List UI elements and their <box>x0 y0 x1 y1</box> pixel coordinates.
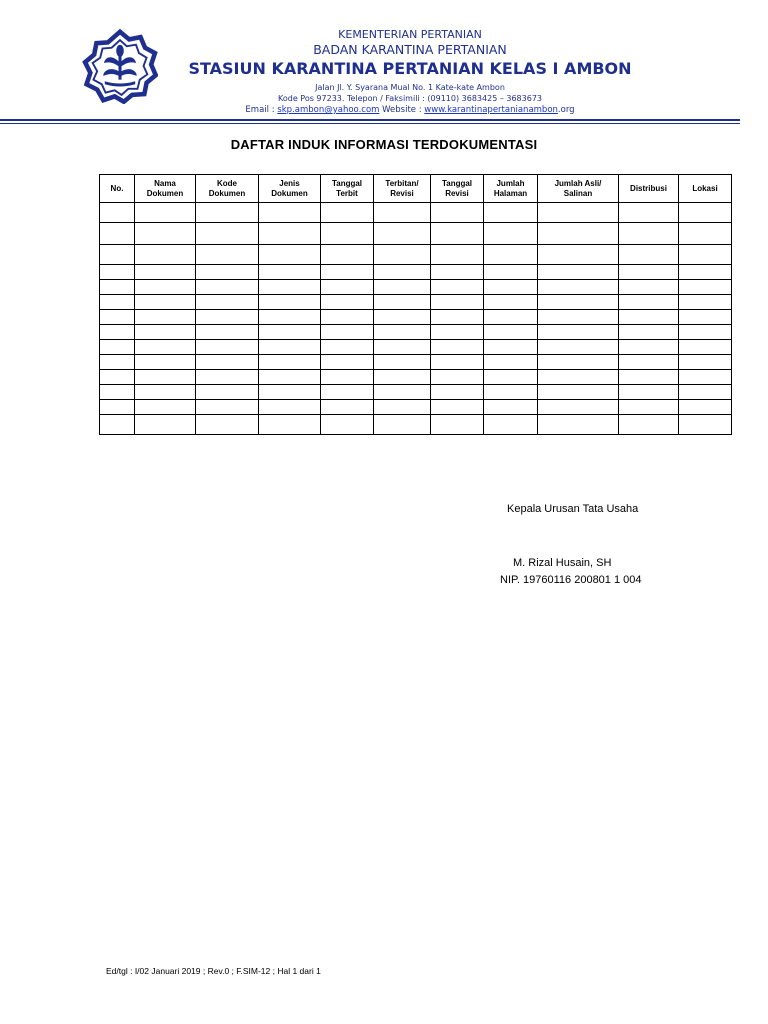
table-cell[interactable] <box>196 310 259 325</box>
table-cell[interactable] <box>374 223 431 245</box>
table-row <box>100 400 732 415</box>
table-cell[interactable] <box>100 223 135 245</box>
table-cell[interactable] <box>619 340 679 355</box>
table-cell[interactable] <box>321 415 374 435</box>
signatory-nip: NIP. 19760116 200801 1 004 <box>500 574 642 586</box>
header-lokasi: Lokasi <box>679 175 732 203</box>
table-cell[interactable] <box>484 355 538 370</box>
table-row <box>100 265 732 280</box>
table-cell[interactable] <box>538 355 619 370</box>
table-cell[interactable] <box>484 245 538 265</box>
table-cell[interactable] <box>259 203 321 223</box>
table-cell[interactable] <box>321 370 374 385</box>
table-cell[interactable] <box>135 400 196 415</box>
table-row <box>100 385 732 400</box>
signatory-name: M. Rizal Husain, SH <box>513 557 612 569</box>
table-cell[interactable] <box>259 245 321 265</box>
table-cell[interactable] <box>538 280 619 295</box>
table-cell[interactable] <box>619 370 679 385</box>
table-cell[interactable] <box>100 325 135 340</box>
table-cell[interactable] <box>135 385 196 400</box>
table-cell[interactable] <box>321 340 374 355</box>
table-cell[interactable] <box>619 223 679 245</box>
table-cell[interactable] <box>619 400 679 415</box>
table-cell[interactable] <box>196 385 259 400</box>
header-tanggal-terbit: Tanggal Terbit <box>321 175 374 203</box>
table-cell[interactable] <box>679 295 732 310</box>
table-cell[interactable] <box>619 203 679 223</box>
table-row <box>100 325 732 340</box>
table-cell[interactable] <box>321 310 374 325</box>
table-cell[interactable] <box>679 325 732 340</box>
table-cell[interactable] <box>321 203 374 223</box>
table-cell[interactable] <box>100 400 135 415</box>
table-cell[interactable] <box>135 340 196 355</box>
table-cell[interactable] <box>619 280 679 295</box>
ministry-name: KEMENTERIAN PERTANIAN <box>338 28 482 41</box>
table-cell[interactable] <box>374 370 431 385</box>
table-cell[interactable] <box>431 203 484 223</box>
table-cell[interactable] <box>259 295 321 310</box>
table-cell[interactable] <box>321 355 374 370</box>
header-distribusi: Distribusi <box>619 175 679 203</box>
header-divider-thin <box>0 123 740 124</box>
table-cell[interactable] <box>619 355 679 370</box>
table-row <box>100 203 732 223</box>
table-row <box>100 415 732 435</box>
table-cell[interactable] <box>679 340 732 355</box>
table-cell[interactable] <box>538 310 619 325</box>
table-cell[interactable] <box>100 415 135 435</box>
table-cell[interactable] <box>538 400 619 415</box>
table-cell[interactable] <box>259 385 321 400</box>
table-cell[interactable] <box>484 203 538 223</box>
table-cell[interactable] <box>196 295 259 310</box>
table-cell[interactable] <box>431 355 484 370</box>
table-cell[interactable] <box>374 280 431 295</box>
table-cell[interactable] <box>431 310 484 325</box>
table-cell[interactable] <box>538 295 619 310</box>
table-cell[interactable] <box>100 265 135 280</box>
table-cell[interactable] <box>374 310 431 325</box>
table-cell[interactable] <box>321 400 374 415</box>
table-cell[interactable] <box>679 280 732 295</box>
table-cell[interactable] <box>484 385 538 400</box>
table-cell[interactable] <box>196 325 259 340</box>
table-cell[interactable] <box>484 400 538 415</box>
table-cell[interactable] <box>484 295 538 310</box>
table-cell[interactable] <box>321 385 374 400</box>
table-cell[interactable] <box>135 310 196 325</box>
table-cell[interactable] <box>196 203 259 223</box>
table-cell[interactable] <box>431 280 484 295</box>
table-cell[interactable] <box>100 310 135 325</box>
ministry-logo-icon <box>82 28 158 104</box>
table-row <box>100 340 732 355</box>
header-kode-dokumen: Kode Dokumen <box>196 175 259 203</box>
table-cell[interactable] <box>679 400 732 415</box>
table-cell[interactable] <box>259 400 321 415</box>
agency-name: BADAN KARANTINA PERTANIAN <box>313 42 507 57</box>
table-cell[interactable] <box>100 245 135 265</box>
table-cell[interactable] <box>619 265 679 280</box>
table-cell[interactable] <box>135 415 196 435</box>
table-cell[interactable] <box>259 265 321 280</box>
table-cell[interactable] <box>538 340 619 355</box>
table-cell[interactable] <box>100 280 135 295</box>
table-cell[interactable] <box>196 340 259 355</box>
table-cell[interactable] <box>100 340 135 355</box>
table-cell[interactable] <box>374 295 431 310</box>
table-cell[interactable] <box>679 223 732 245</box>
table-cell[interactable] <box>100 203 135 223</box>
table-cell[interactable] <box>431 245 484 265</box>
table-cell[interactable] <box>484 280 538 295</box>
table-cell[interactable] <box>135 355 196 370</box>
table-cell[interactable] <box>374 265 431 280</box>
table-cell[interactable] <box>431 340 484 355</box>
table-cell[interactable] <box>321 295 374 310</box>
table-cell[interactable] <box>374 415 431 435</box>
table-row <box>100 355 732 370</box>
table-cell[interactable] <box>679 385 732 400</box>
table-cell[interactable] <box>321 223 374 245</box>
table-cell[interactable] <box>484 310 538 325</box>
table-cell[interactable] <box>374 355 431 370</box>
table-cell[interactable] <box>196 223 259 245</box>
document-title: DAFTAR INDUK INFORMASI TERDOKUMENTASI <box>230 137 538 152</box>
table-cell[interactable] <box>135 203 196 223</box>
station-name: STASIUN KARANTINA PERTANIAN KELAS I AMBON <box>188 59 632 78</box>
website-label: Website : <box>379 105 425 115</box>
table-cell[interactable] <box>484 370 538 385</box>
table-cell[interactable] <box>321 245 374 265</box>
email-label: Email : <box>245 105 278 115</box>
table-cell[interactable] <box>135 280 196 295</box>
table-cell[interactable] <box>321 265 374 280</box>
table-cell[interactable] <box>374 245 431 265</box>
table-cell[interactable] <box>135 245 196 265</box>
table-cell[interactable] <box>679 415 732 435</box>
table-cell[interactable] <box>484 265 538 280</box>
website-link[interactable]: www.karantinapertanianambon <box>424 105 558 115</box>
table-cell[interactable] <box>679 310 732 325</box>
table-cell[interactable] <box>619 310 679 325</box>
table-cell[interactable] <box>431 370 484 385</box>
postal-line: Kode Pos 97233. Telepon / Faksimili : (09110) 3683425 – 3683673 <box>278 94 542 103</box>
table-row <box>100 310 732 325</box>
table-cell[interactable] <box>619 415 679 435</box>
table-cell[interactable] <box>374 400 431 415</box>
document-register-table <box>99 174 732 435</box>
table-cell[interactable] <box>374 325 431 340</box>
table-cell[interactable] <box>538 385 619 400</box>
table-cell[interactable] <box>196 245 259 265</box>
table-cell[interactable] <box>538 415 619 435</box>
address-line: Jalan Jl. Y. Syarana Mual No. 1 Kate-kate Ambon <box>315 83 505 92</box>
table-cell[interactable] <box>259 340 321 355</box>
table-cell[interactable] <box>538 265 619 280</box>
table-cell[interactable] <box>321 325 374 340</box>
table-cell[interactable] <box>259 325 321 340</box>
table-cell[interactable] <box>679 203 732 223</box>
header-terbitan-revisi: Terbitan/ Revisi <box>374 175 431 203</box>
table-cell[interactable] <box>538 370 619 385</box>
table-cell[interactable] <box>679 265 732 280</box>
table-cell[interactable] <box>196 280 259 295</box>
table-cell[interactable] <box>431 385 484 400</box>
header-divider <box>0 119 740 121</box>
table-cell[interactable] <box>321 280 374 295</box>
table-cell[interactable] <box>196 370 259 385</box>
table-cell[interactable] <box>135 223 196 245</box>
table-cell[interactable] <box>679 245 732 265</box>
table-cell[interactable] <box>196 415 259 435</box>
header-jenis-dokumen: Jenis Dokumen <box>259 175 321 203</box>
table-cell[interactable] <box>619 385 679 400</box>
table-cell[interactable] <box>431 265 484 280</box>
table-cell[interactable] <box>100 355 135 370</box>
table-cell[interactable] <box>619 325 679 340</box>
table-row <box>100 245 732 265</box>
table-cell[interactable] <box>431 400 484 415</box>
document-footer: Ed/tgl : I/02 Januari 2019 ; Rev.0 ; F.SIM-12 ; Hal 1 dari 1 <box>106 966 321 976</box>
contact-line <box>160 104 660 116</box>
table-cell[interactable] <box>484 325 538 340</box>
table-cell[interactable] <box>374 203 431 223</box>
table-cell[interactable] <box>538 325 619 340</box>
table-cell[interactable] <box>100 385 135 400</box>
table-cell[interactable] <box>679 355 732 370</box>
table-cell[interactable] <box>538 245 619 265</box>
table-cell[interactable] <box>135 325 196 340</box>
table-cell[interactable] <box>619 295 679 310</box>
table-cell[interactable] <box>259 355 321 370</box>
table-cell[interactable] <box>484 340 538 355</box>
table-cell[interactable] <box>259 310 321 325</box>
table-cell[interactable] <box>374 340 431 355</box>
table-row <box>100 295 732 310</box>
website-suffix: .org <box>557 105 575 115</box>
table-cell[interactable] <box>538 203 619 223</box>
table-cell[interactable] <box>431 295 484 310</box>
header-no: No. <box>100 175 135 203</box>
table-cell[interactable] <box>135 295 196 310</box>
table-cell[interactable] <box>100 295 135 310</box>
table-cell[interactable] <box>135 265 196 280</box>
table-cell[interactable] <box>259 415 321 435</box>
table-row <box>100 223 732 245</box>
table-cell[interactable] <box>374 385 431 400</box>
table-cell[interactable] <box>431 325 484 340</box>
table-cell[interactable] <box>484 415 538 435</box>
table-cell[interactable] <box>196 355 259 370</box>
table-cell[interactable] <box>679 370 732 385</box>
table-cell[interactable] <box>484 223 538 245</box>
table-cell[interactable] <box>431 223 484 245</box>
table-cell[interactable] <box>100 370 135 385</box>
table-cell[interactable] <box>196 400 259 415</box>
table-cell[interactable] <box>538 223 619 245</box>
table-row <box>100 280 732 295</box>
letterhead <box>160 28 660 116</box>
email-link[interactable]: skp.ambon@yahoo.com <box>277 105 380 115</box>
table-cell[interactable] <box>259 280 321 295</box>
table-header-row <box>100 175 732 203</box>
table-cell[interactable] <box>259 370 321 385</box>
signatory-title: Kepala Urusan Tata Usaha <box>507 503 639 515</box>
table-cell[interactable] <box>431 415 484 435</box>
table-cell[interactable] <box>196 265 259 280</box>
header-jumlah-halaman: Jumlah Halaman <box>484 175 538 203</box>
header-tanggal-revisi: Tanggal Revisi <box>431 175 484 203</box>
table-row <box>100 370 732 385</box>
table-cell[interactable] <box>619 245 679 265</box>
table-cell[interactable] <box>135 370 196 385</box>
header-nama-dokumen: Nama Dokumen <box>135 175 196 203</box>
header-jumlah-asli-salinan: Jumlah Asli/ Salinan <box>538 175 619 203</box>
table-cell[interactable] <box>259 223 321 245</box>
